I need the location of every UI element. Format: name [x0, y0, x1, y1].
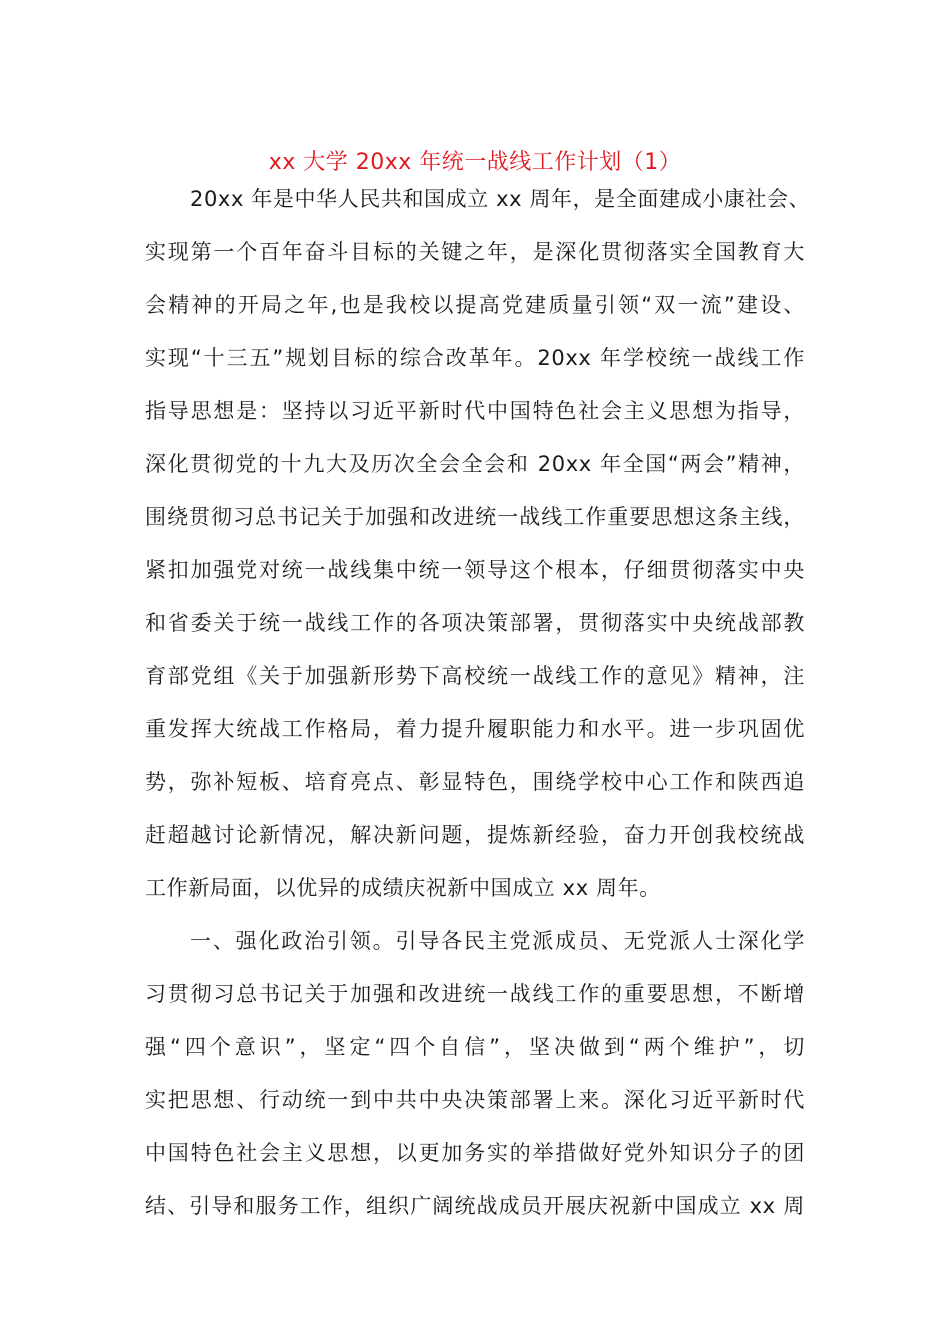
- paragraph-2-line: 强“四个意识”，坚定“四个自信”，坚决做到“两个维护”，切: [145, 1035, 805, 1059]
- paragraph-2-line: 习贯彻习总书记关于加强和改进统一战线工作的重要思想，不断增: [145, 982, 805, 1006]
- paragraph-1-line: 深化贯彻党的十九大及历次全会全会和 20xx 年全国“两会”精神，: [145, 452, 805, 476]
- paragraph-2-line: 实把思想、行动统一到中共中央决策部署上来。深化习近平新时代: [145, 1088, 805, 1112]
- paragraph-1-line: 围绕贯彻习总书记关于加强和改进统一战线工作重要思想这条主线，: [145, 505, 805, 529]
- paragraph-1-line: 重发挥大统战工作格局，着力提升履职能力和水平。进一步巩固优: [145, 717, 805, 741]
- paragraph-1-line: 工作新局面，以优异的成绩庆祝新中国成立 xx 周年。: [145, 876, 661, 900]
- document-title: xx 大学 20xx 年统一战线工作计划（1）: [268, 150, 682, 175]
- paragraph-1-line: 育部党组《关于加强新形势下高校统一战线工作的意见》精神，注: [145, 664, 805, 688]
- paragraph-1-line: 实现“十三五”规划目标的综合改革年。20xx 年学校统一战线工作: [145, 346, 805, 370]
- paragraph-1-line: 会精神的开局之年,也是我校以提高党建质量引领“双一流”建设、: [145, 293, 805, 317]
- paragraph-1-line: 和省委关于统一战线工作的各项决策部署，贯彻落实中央统战部教: [145, 611, 805, 635]
- paragraph-1-line: 实现第一个百年奋斗目标的关键之年，是深化贯彻落实全国教育大: [145, 240, 805, 264]
- paragraph-1-line: 20xx 年是中华人民共和国成立 xx 周年，是全面建成小康社会、: [190, 187, 811, 211]
- paragraph-1-line: 紧扣加强党对统一战线集中统一领导这个根本，仔细贯彻落实中央: [145, 558, 805, 582]
- paragraph-2-line: 一、强化政治引领。引导各民主党派成员、无党派人士深化学: [190, 929, 805, 953]
- paragraph-1-line: 指导思想是：坚持以习近平新时代中国特色社会主义思想为指导，: [145, 399, 805, 423]
- paragraph-1-line: 赶超越讨论新情况，解决新问题，提炼新经验，奋力开创我校统战: [145, 823, 805, 847]
- paragraph-2-line: 结、引导和服务工作，组织广阔统战成员开展庆祝新中国成立 xx 周: [145, 1194, 805, 1218]
- paragraph-2-line: 中国特色社会主义思想，以更加务实的举措做好党外知识分子的团: [145, 1141, 805, 1165]
- paragraph-1-line: 势，弥补短板、培育亮点、彰显特色，围绕学校中心工作和陕西追: [145, 770, 805, 794]
